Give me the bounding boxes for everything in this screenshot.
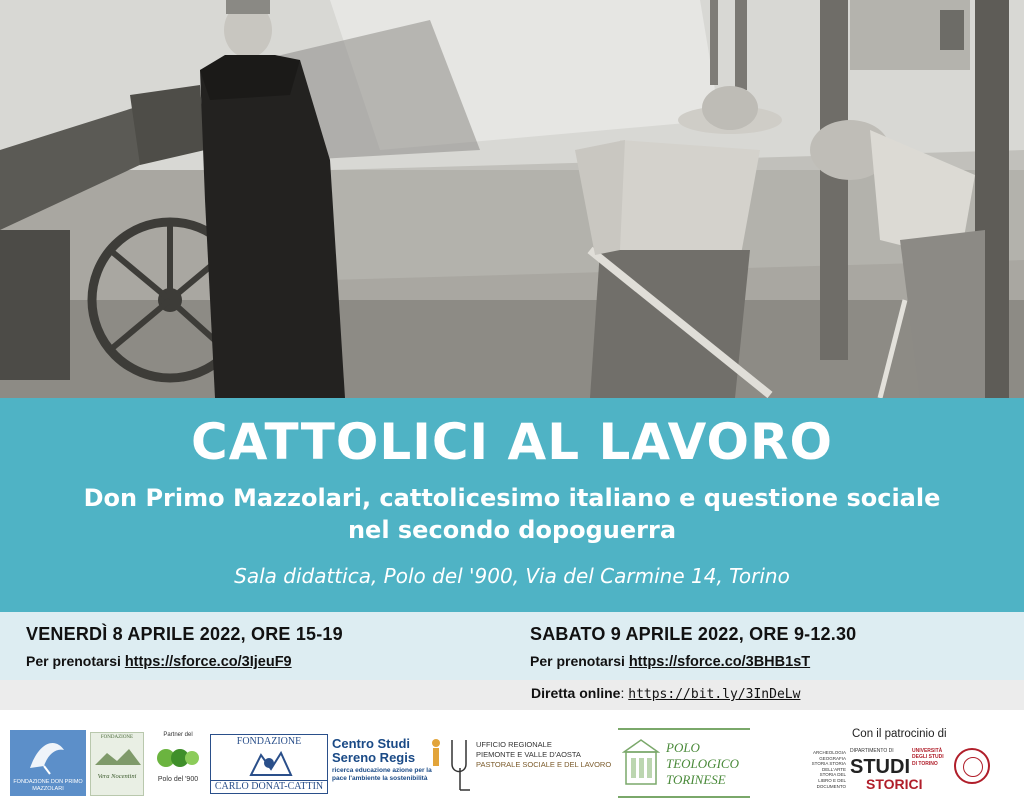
logo-universita-torino (912, 744, 1012, 796)
logo-fondazione-donat-cattin (210, 734, 328, 794)
dove-icon (10, 730, 86, 780)
booking-link-friday[interactable]: https://sforce.co/3IjeuF9 (124, 654, 292, 670)
upl-monogram-icon (448, 734, 474, 794)
logo-ptt-line3: TORINESE (666, 772, 726, 787)
date-friday (26, 624, 343, 670)
logo-ptt-line2: TEOLOGICO (666, 756, 739, 771)
logo-donat-bottom: CARLO DONAT-CATTIN (211, 780, 327, 792)
emblem-icon (211, 749, 329, 779)
logo-ptt-line1: POLO (666, 740, 700, 755)
logo-polo900-partner: Partner del (163, 732, 193, 738)
logo-upl-mark (448, 734, 474, 794)
historical-photo-icon (0, 0, 1024, 398)
polo900-mark-icon (150, 744, 206, 772)
dates-section (0, 612, 1024, 680)
event-subtitle-line1: Don Primo Mazzolari, cattolicesimo italiano e questione sociale (83, 484, 941, 512)
event-title: CATTOLICI AL LAVORO (191, 413, 833, 471)
partner-logos (0, 710, 1024, 804)
logo-fondazione-mazzolari (10, 730, 86, 796)
live-stream-link[interactable]: https://bit.ly/3InDeLw (628, 687, 801, 702)
event-venue: Sala didattica, Polo del '900, Via del Carmine 14, Torino (234, 564, 790, 588)
logo-storici-dip: DIPARTIMENTO DI (850, 748, 894, 754)
date-saturday-when: SABATO 9 APRILE 2022, ORE 9-12.30 (530, 624, 857, 644)
logo-ufficio-regionale (476, 740, 616, 790)
date-friday-booking (26, 653, 343, 670)
title-banner (0, 398, 1024, 612)
logo-ufficio-line2: PIEMONTE E VALLE D'AOSTA (476, 750, 581, 759)
logo-storici-big2: STORICI (866, 776, 923, 792)
logo-mazzolari-text: FONDAZIONE DON PRIMO MAZZOLARI (13, 779, 83, 792)
date-friday-when: VENERDÌ 8 APRILE 2022, ORE 15-19 (26, 624, 343, 644)
logo-nocentini-top: FONDAZIONE (100, 735, 134, 740)
logo-unito-name: UNIVERSITÀ DEGLI STUDI DI TORINO (912, 748, 944, 767)
logo-ufficio-line3: PASTORALE SOCIALE E DEL LAVORO (476, 760, 612, 769)
landscape-icon (91, 743, 145, 773)
booking-label: Per prenotarsi (530, 653, 629, 669)
logo-polo900-name: Polo del '900 (157, 776, 199, 783)
live-label: Diretta online (531, 685, 621, 701)
logo-centro-studi-sereno-regis (332, 734, 444, 794)
logo-sereno-line1: Centro Studi (332, 736, 410, 751)
live-stream-bar (0, 680, 1024, 710)
event-subtitle-line2: nel secondo dopoguerra (347, 516, 677, 544)
booking-label: Per prenotarsi (26, 653, 125, 669)
logo-dipartimento-studi-storici (806, 746, 923, 800)
date-saturday (530, 624, 856, 670)
logo-nocentini-name: Vera Nocentini (97, 773, 137, 780)
university-seal-icon (954, 748, 990, 784)
live-separator: : (620, 685, 629, 701)
header-photo (0, 0, 1024, 398)
logo-donat-top: FONDAZIONE (236, 736, 302, 747)
logo-storici-big: STUDI (850, 756, 910, 778)
logo-sereno-line2: Sereno Regis (332, 750, 416, 765)
logo-storici-small: ARCHEOLOGIA GEOGRAFIA STORIA STORIA DELL'ARTE STORIA DEL LIBRO E DEL DOCUMENTO (811, 750, 846, 789)
patrocinio-label: Con il patrocinio di (852, 728, 947, 740)
booking-link-saturday[interactable]: https://sforce.co/3BHB1sT (628, 654, 811, 670)
logo-fondazione-nocentini (90, 732, 144, 796)
logo-ufficio-line1: UFFICIO REGIONALE (476, 740, 552, 749)
figure-icon (428, 738, 444, 770)
date-saturday-booking (530, 653, 856, 670)
live-stream (531, 685, 800, 702)
logo-polo-teologico-torinese (618, 728, 750, 798)
building-icon (622, 738, 660, 788)
logo-polo-900 (150, 732, 206, 796)
logo-sereno-tagline: ricerca educazione azione per la pace l'ambiente la sostenibilità (332, 767, 432, 782)
event-subtitle (20, 482, 1004, 546)
